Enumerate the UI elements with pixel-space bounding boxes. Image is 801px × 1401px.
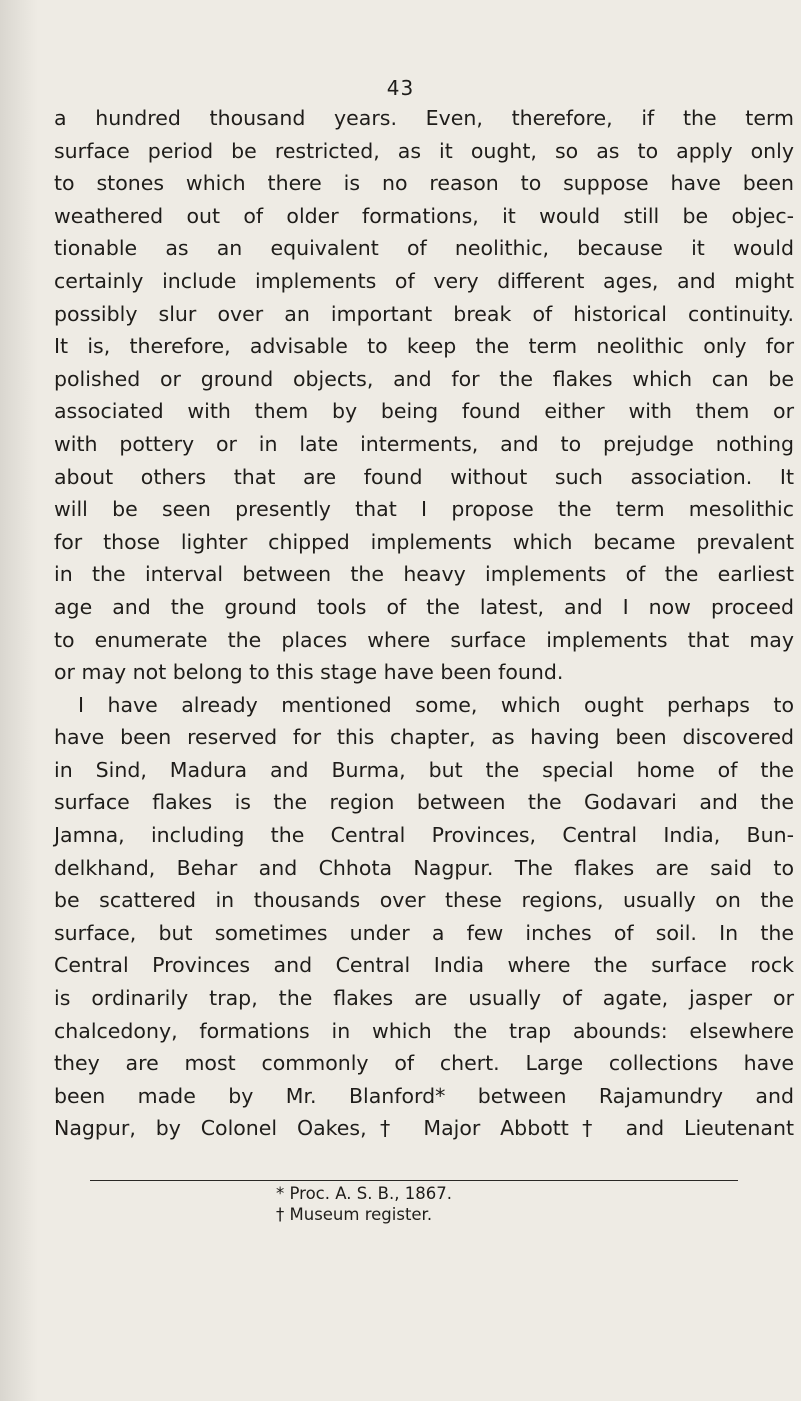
- page-number: 43: [386, 76, 415, 100]
- text-line: to stones which there is no reason to suppose have been: [54, 171, 794, 196]
- text-line: a hundred thousand years. Even, therefore, if the term: [54, 106, 794, 130]
- text-line: in Sind, Madura and Burma, but the special home of the: [54, 757, 794, 782]
- text-line: surface, but sometimes under a few inches of soil. In the: [54, 920, 794, 945]
- text-line: tionable as an equivalent of neolithic, because it would: [54, 236, 794, 261]
- text-line: weathered out of older formations, it would still be objec-: [54, 203, 794, 228]
- footnotes: [276, 1183, 696, 1225]
- text-line: they are most commonly of chert. Large collections have: [54, 1051, 794, 1076]
- text-line: surface period be restricted, as it ought, so as to apply only: [54, 138, 794, 163]
- body-text: [54, 102, 794, 1145]
- text-line: with pottery or in late interments, and to prejudge nothing: [54, 431, 794, 456]
- text-line: certainly include implements of very different ages, and might: [54, 268, 794, 293]
- footnote: * Proc. A. S. B., 1867.: [276, 1184, 452, 1203]
- text-line: Nagpur, by Colonel Oakes,† Major Abbott† and Lieutenant: [54, 1116, 794, 1141]
- text-line: is ordinarily trap, the flakes are usually of agate, jasper or: [54, 986, 794, 1011]
- text-line: Jamna, including the Central Provinces, Central India, Bun-: [54, 823, 794, 848]
- text-line: to enumerate the places where surface implements that may: [54, 627, 794, 652]
- text-line: surface flakes is the region between the Godavari and the: [54, 790, 794, 815]
- page-gutter-shadow: [0, 0, 38, 1401]
- text-line: associated with them by being found either with them or: [54, 399, 794, 424]
- text-line: possibly slur over an important break of historical continuity.: [54, 301, 794, 326]
- text-line: polished or ground objects, and for the flakes which can be: [54, 366, 794, 391]
- text-line: chalcedony, formations in which the trap abounds: elsewhere: [54, 1018, 794, 1043]
- text-line: about others that are found without such association. It: [54, 464, 794, 489]
- text-line: I have already mentioned some, which ought perhaps to: [78, 692, 794, 717]
- text-line: been made by Mr. Blanford* between Rajamundry and: [54, 1083, 794, 1108]
- text-line: for those lighter chipped implements which became prevalent: [54, 529, 794, 554]
- footnote: † Museum register.: [276, 1205, 433, 1224]
- text-line: in the interval between the heavy implements of the earliest: [54, 562, 794, 587]
- text-line: It is, therefore, advisable to keep the term neolithic only for: [54, 334, 794, 359]
- text-line: age and the ground tools of the latest, and I now proceed: [54, 594, 794, 619]
- text-line: delkhand, Behar and Chhota Nagpur. The flakes are said to: [54, 855, 794, 880]
- text-line: have been reserved for this chapter, as having been discovered: [54, 725, 794, 750]
- footnote-rule: [90, 1180, 738, 1181]
- text-line: will be seen presently that I propose the term mesolithic: [54, 497, 794, 522]
- text-line: Central Provinces and Central India where the surface rock: [54, 953, 794, 978]
- text-line: be scattered in thousands over these regions, usually on the: [54, 888, 794, 913]
- text-line: or may not belong to this stage have been found.: [54, 660, 564, 685]
